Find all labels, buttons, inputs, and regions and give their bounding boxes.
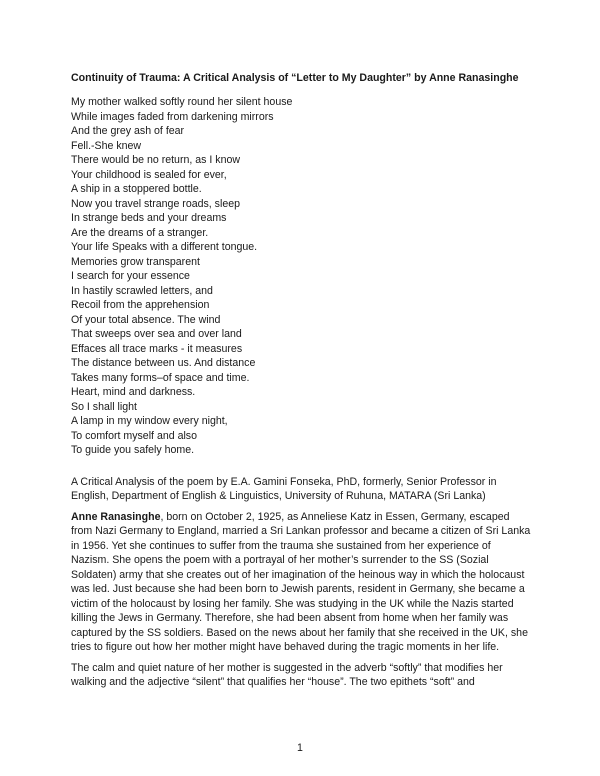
poem-line: Memories grow transparent: [71, 255, 200, 268]
document-title: Continuity of Trauma: A Critical Analysis of “Letter to My Daughter” by Anne Ranasinghe: [71, 72, 519, 84]
author-name: Anne Ranasinghe: [71, 510, 161, 523]
poem-line: Fell.-She knew: [71, 139, 142, 152]
poem-line: Are the dreams of a stranger.: [71, 226, 209, 239]
analysis-heading: A Critical Analysis of the poem by E.A. Gamini Fonseka, PhD, formerly, Senior Professor in English, Department of English & Linguistics, University of Ruhuna, MATARA (Sri Lanka): [71, 475, 497, 502]
poem-line: I search for your essence: [71, 270, 190, 282]
poem-line: Heart, mind and darkness.: [71, 386, 196, 398]
poem-line: Your life Speaks with a different tongue.: [71, 241, 258, 253]
poem-line: And the grey ash of fear: [71, 125, 185, 137]
poem-line: There would be no return, as I know: [71, 154, 241, 166]
paragraph-2: The calm and quiet nature of her mother is suggested in the adverb “softly” that modifies her walking and the adjective “silent” that qualifies her “house”. The two epithets “soft” and: [71, 661, 503, 688]
poem-line: While images faded from darkening mirrors: [71, 110, 274, 123]
poem-line: Takes many forms–of space and time.: [71, 371, 250, 384]
poem-line: To comfort myself and also: [71, 429, 197, 442]
poem-line: The distance between us. And distance: [71, 357, 256, 369]
poem-line: In hastily scrawled letters, and: [71, 284, 213, 297]
page-content: [71, 71, 531, 690]
poem-line: That sweeps over sea and over land: [71, 328, 242, 340]
poem: [71, 95, 531, 458]
poem-line: Of your total absence. The wind: [71, 313, 221, 326]
poem-line: My mother walked softly round her silent house: [71, 96, 293, 108]
poem-line: In strange beds and your dreams: [71, 212, 227, 224]
poem-line: Recoil from the apprehension: [71, 299, 210, 311]
poem-line: A ship in a stoppered bottle.: [71, 183, 202, 195]
poem-line: So I shall light: [71, 400, 137, 413]
paragraph-1-body: , born on October 2, 1925, as Anneliese Katz in Essen, Germany, escaped from Nazi Germany to England, married a Sri Lankan professor and became a citizen of Sri Lanka in 1956. Yet she continues to suffer from the trauma she sustained from her experience of Nazism. She opens the poem with a portrayal of her mother’s surrender to the SS (Sozial Soldaten) army that she creates out of her imagination of the heinous way in which the holocaust was led. Just because she had been born to Jewish parents, resident in Germany, she became a victim of the holocaust by losing her family. She was studying in the UK while the Nazis started killing the Jews in Germany. Therefore, she had been absent from home when her family was captured by the SS soldiers. Based on the news about her family that she received in the UK, she tries to figure out how her mother might have behaved during the tragic moments in her life.: [71, 510, 531, 653]
poem-line: A lamp in my window every night,: [71, 415, 228, 427]
page-number: 1: [297, 742, 303, 754]
poem-line: Effaces all trace marks - it measures: [71, 342, 243, 355]
poem-line: To guide you safely home.: [71, 444, 195, 456]
poem-line: Now you travel strange roads, sleep: [71, 197, 240, 210]
poem-line: Your childhood is sealed for ever,: [71, 168, 227, 181]
paragraph-1: [71, 510, 531, 655]
